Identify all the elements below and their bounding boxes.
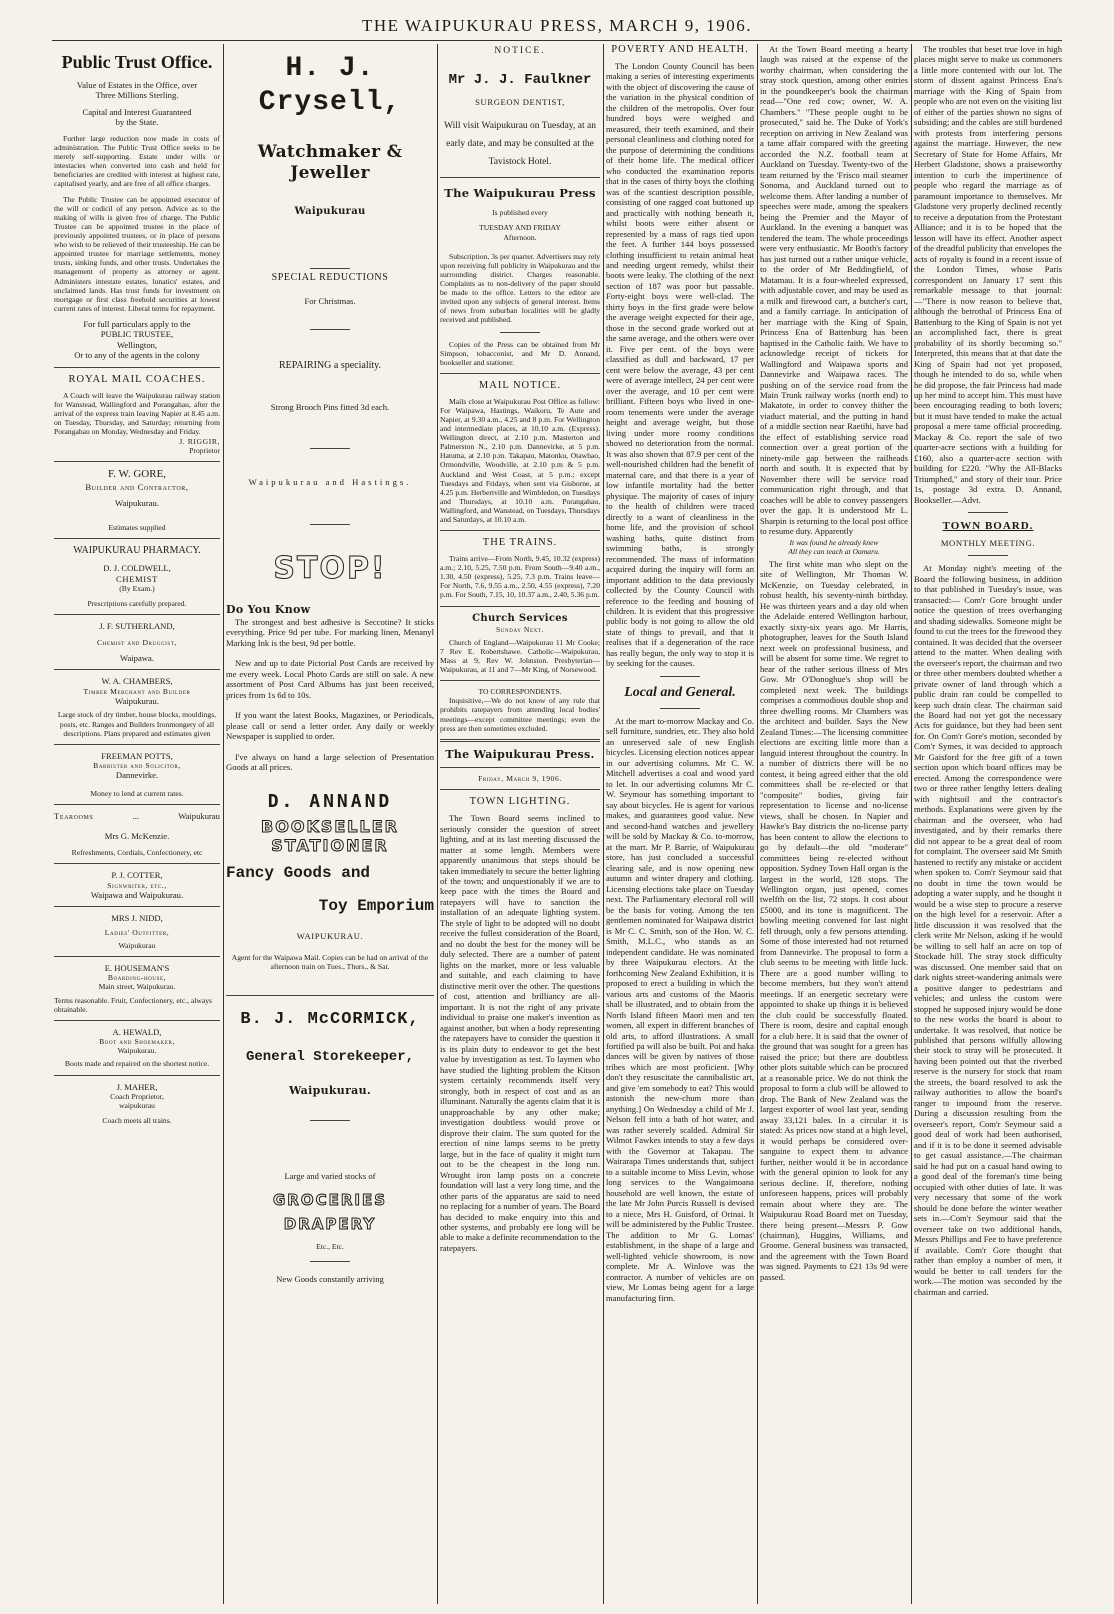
maher-place: waipukurau [119, 1101, 155, 1111]
chambers-trade: Timber Merchant and Builder [83, 686, 191, 696]
verse-line-1: It was found he already knew [789, 537, 879, 547]
divider [54, 906, 220, 907]
subscription-body: Subscription, 3s per quarter. Advertisers may rely upon receiving full publicity in Waipukurau and the surrounding district. Charges reasonable. Complaints as to non-delivery of the paper should be made to the office. Letters to the editor are invited upon any subjects of general interest. Items of news from suburban localities will be gladly received and published. [440, 251, 600, 325]
press-title: The Waipukurau Press [444, 186, 596, 201]
town-board-sub: MONTHLY MEETING. [940, 537, 1036, 548]
correspondents-body: Inquisitive,—We do not know of any rule that prohibits ratepayers from attending local bodies' meetings—except committee meetings; even the press are then sometimes excluded. [440, 696, 600, 733]
divider [440, 789, 600, 790]
tearooms-label: Tearooms [54, 811, 94, 821]
divider [440, 373, 600, 374]
masthead-rule [52, 40, 1062, 41]
etc-line: Etc., Etc. [316, 1241, 344, 1251]
trains-body: Trains arrive—From North, 9.45, 10.32 (express) a.m.; 2.10, 5.25, 7.50 p.m. From South—9.40 a.m., 1.30, 4.50 (express), 5.25, 7.3 p.m. Trains leave—For North, 7.6, 9.55 a.m., 2.50, 4.55 (express), 7.20 p.m. For South, 7.15, 10, 10.37 a.m., 2.40, 5.36 p.m. [440, 553, 600, 600]
postcards-body: New and up to date Pictorial Post Cards are received by me every week. Local Photo Cards are still on sale. A new assortment of Post Card Albums has just been received, prices from 1s 6d to 10s. [226, 658, 434, 700]
groceries-word: GROCERIES [272, 1191, 388, 1210]
divider [310, 1120, 350, 1121]
dentist-line: SURGEON DENTIST, [475, 96, 565, 107]
col5-body-1: At the Town Board meeting a hearty laugh was raised at the expense of the worthy chairman, when considering the stray stock question, among other entries in the poundkeeper's book the chairman read—"One red cow; owner, W. A. Chambers." "These people ought to be prosecuted," said he. The Duke of York's reception on arriving in New Zealand was a tame affair compared with the greeting accorded the N.Z. football team at Auckland on Tuesday. Twenty-two of the team returned by the 'Frisco mail steamer Sonoma, and Auckland turned out to welcome them. After landing a number of speeches were made, among the speakers being the Premier and the Mayor of Auckland. In the evening a banquet was tendered the team. The whole proceedings were very enthusiastic. Mr Booth's factory has just turned out a rather unique vehicle, to the order of Mr Beddingfield, of Matamau. It is a four-wheeled expressed, with adjustable cover, and may be used as a milk and firewood cart, a butcher's cart, and a family carriage. In anticipation of her marriage with the King of Spain, Princess Ena of Battenburg has been baptised in the Catholic faith. We have to acknowledge receipt of tickets for Wallingford and Waipawa sports and Dannevirke and Waipawa races. The pushing on of the service road from the Main Trunk railway works (north end) to Makatote, in order to convey thither the viaduct material, and the putting in hand of a middle section near Raetihi, have had the effect of establishing service road connection over a great portion of the ninety-mile gap between the railheads north and south. It is expected that by November there will be service road communication right through, and that coaches will be able to convey passengers over the gap. It is understood Mr L. Sharpin is returning to the local post office to resume duty. Apparently [760, 44, 908, 537]
pharmacy-exam: (By Exam.) [119, 584, 155, 594]
maher-name: J. MAHER, [116, 1081, 158, 1092]
maher-trade: Coach Proprietor, [110, 1092, 164, 1102]
local-general-body: At the mart to-morrow Mackay and Co. sell furniture, sundries, etc. They also hold an unreserved sale of new English bicycles. Licensing election notices appear in our advertising columns. Mr C. W. Mitchell advertises a coal and wood yard to let. In our advertising columns Mr C. W. Seymour has something important to say about bicycles. He is agent for various makes, and guarantees good value. New and second-hand watches and jewellery will be sold by Mackay & Co. to-morrow, at the mart. Mr P. Barrie, of Waipukurau store, has just concluded a successful clearing sale, and is now opening new autumn and winter drapery and clothing. Licensing elections take place on Tuesday next. The Parliamentary electoral roll will be the basis for voting. Among the ten gentlemen nominated for Waipawa district is Mr C. C. Smith, son of the Hon. W. C. Smith, M.L.C., who stands as an independent candidate. He was nominated by three Waipukurau electors. At the forthcoming New Zealand Exhibition, it is proposed to erect a building in which the various arts and customs of the Maoris shall be illustrated, and to obtain from the North Island fifteen Maori men and ten women, all expert in different branches of old arts, to afford illustrations. A small fortified pa will also be built. Poi and haka dances will be given by natives of those tribes which are most proficient. [Why don't they resuscitate the cannibalistic art, and give 'em somebody to eat? This would astonish the new-chum more than anything.] On Wednesday a child of Mr J. Nelson fell into a bath of hot water, and was rather severely scalded. Admiral Sir Wilmot Fawkes intends to stay a few days with the Governor at Takapau. The Wairarapa Times understands that, subject to a suitable income to Miss Levin, whose long services to the Wangaimoana household are well known, the estate of the late Mr John Purcis Russell is devised to a niece, Mrs H. Guisford, of Orinai. It will be administered by the Public Trustee. The addition to Mr G. Lomas' establishment, in the shape of a large and well-lighted vehicle showroom, is now complete. Mr A. Winlove was the contractor. A number of vehicles are on view, Mr Lomas being agent for a large manufacturing firm. [606, 715, 754, 1303]
hewald-place: Waipukurau. [117, 1046, 157, 1056]
mccormick-place: Waipukurau. [288, 1084, 372, 1098]
agents-line: Or to any of the agents in the colony [74, 350, 200, 361]
coach-title: ROYAL MAIL COACHES. [68, 373, 206, 385]
masthead: THE WAIPUKURAU PRESS, MARCH 9, 1906. [362, 16, 752, 35]
gore-trade: Builder and Contractor, [85, 481, 189, 492]
houseman-body: Terms reasonable. Fruit, Confectionery, etc., always obtainable. [54, 995, 212, 1014]
mail-notice-title: MAIL NOTICE. [478, 379, 562, 391]
potts-note: Money to lend at current rates. [90, 788, 184, 798]
brooch-pins: Strong Brooch Pins fitted 3d each. [270, 401, 390, 412]
issue-date: Friday, March 9, 1906. [478, 774, 562, 784]
crysell-place: Waipukurau [294, 205, 366, 217]
new-goods: New Goods constantly arriving [276, 1273, 384, 1284]
nidd-place: Waipukurau [118, 940, 156, 950]
divider [440, 530, 600, 531]
town-board-title: TOWN BOARD. [942, 520, 1034, 533]
houseman-name: E. HOUSEMAN'S [104, 962, 170, 973]
divider [500, 332, 540, 333]
divider [968, 512, 1008, 513]
hewald-name: A. HEWALD, [112, 1026, 162, 1037]
divider [310, 448, 350, 449]
column-rule [603, 44, 604, 1604]
repairing: REPAIRING a speciality. [278, 359, 382, 371]
potts-place: Dannevirke. [115, 770, 159, 781]
bookseller-word: BOOKSELLER [261, 816, 399, 836]
public-trust-title: Public Trust Office. [61, 52, 213, 72]
divider [440, 767, 600, 768]
divider [310, 329, 350, 330]
published-line-3: Afternoon. [503, 232, 537, 242]
chambers-body: Large stock of dry timber, house blocks, mouldings, posts, etc. Ranges and Builders Ironmongery of all descriptions. Plans prepared and estimates given [57, 710, 217, 738]
do-you-know: Do You Know [226, 603, 311, 617]
nidd-name: MRS J. NIDD, [111, 913, 163, 924]
column-2 [226, 44, 434, 1604]
crysell-name: H. J. Crysell, [258, 53, 402, 119]
mckenzie-body: Refreshments, Cordials, Confectionery, etc [71, 847, 203, 857]
chambers-place: Waipukurau. [115, 696, 159, 706]
agent-note: Agent for the Waipawa Mail. Copies can be had on arrival of the afternoon train on Tues., Thurs., & Sat. [231, 953, 429, 972]
column-1 [54, 44, 220, 1604]
divider [310, 1261, 350, 1262]
correspondents-title: TO CORRESPONDENTS. [478, 687, 562, 697]
toy-emporium: Toy Emporium [318, 897, 434, 916]
crysell-trade: Watchmaker & Jeweller [257, 142, 403, 184]
general-storekeeper: General Storekeeper, [245, 1049, 415, 1066]
divider [440, 680, 600, 681]
column-6 [914, 44, 1062, 1604]
trains-title: THE TRAINS. [482, 537, 558, 549]
divider [440, 739, 600, 742]
church-sub: Sunday Next. [495, 624, 545, 634]
divider [310, 524, 350, 525]
divider [968, 555, 1008, 556]
divider [54, 538, 220, 539]
particulars-line: For full particulars apply to the [83, 318, 191, 329]
column-rule [757, 44, 758, 1604]
cotter-name: P. J. COTTER, [111, 870, 163, 881]
pharmacy-trade: CHEMIST [116, 573, 158, 584]
divider [54, 956, 220, 957]
local-general-title: Local and General. [624, 684, 736, 700]
sutherland-trade: Chemist and Druggist, [97, 637, 177, 647]
cotter-place: Waipawa and Waipukurau. [90, 889, 184, 900]
stationer-word: STATIONER [271, 836, 389, 856]
pharmacy-name: D. J. COLDWELL, [103, 563, 171, 574]
divider [54, 804, 220, 805]
coach-role: Proprietor [189, 446, 220, 456]
poverty-body: The London County Council has been making a series of interesting experiments with the object of discovering the cause of the variation in the physical condition of the children of the metropolis. Over four hundred boys were weighed and measured, their teeth examined, and their personal cleanliness and clothing noted for the purpose of determining the conditions of their home life. The medical officer who conducted the examination reports that in the cases of thirty boys the clothing was of the scantiest description possible, consisting of one ragged coat buttoned up and practically with nothing beneath it, whilst boots were either absent or represented by a mass of rags tied upon the feet. A further 144 boys possessed clothing insufficient to retain animal heat and needing urgent remedy, whilst their boots were leaky. The clothing of the next section of 187 was poor but passable. Forty-eight boys were well-clad. The thirty boys in the first grade were below the average weight expected for their age, those in the second grade worked out at the same average, and the others were over it. Five per cent. of the boys were classified as dull and backward, 17 per cent were below the average, 43 per cent were of average intellect, 24 per cent were over the average, and 10 per cent were brilliant. Fifteen boys who lived in one-room tenements were under the average height and average weight, but those living under more roomy conditions showed no deterioration from the normal. It was also shown that 87.9 per cent of the well-nourished children had the benefit of maternal care, and that there is a year of low infantile mortality had the better physique. The majority of cases of injury to the health of children were traced directly to a want of cleanliness in the home life, and the provision of school washing baths, quite distinct from swimming baths, is strongly recommended. The mass of information acquired during the inquiry will form an important addition to the data previously collected by the County Council with reference to the feeding and housing of children. It is evident that this progressive public body is not going to allow the old state of things to prevail, and that it realises that if a degeneration of the race has really begun, the only way to stop it is by seeking for the causes. [606, 60, 754, 669]
town-lighting-body: The Town Board seems inclined to seriously consider the question of street lighting, and at its last meeting discussed the matter at some length. Members were apparently unanimous that steps should be taken immediately to secure the better lighting of the town; and unquestionably if we are to keep pace with the times the Board and ratepayers will have to sanction the installation of an adequate lighting system. The style of light to be adopted will no doubt receive the fullest consideration of the Board, and no doubt the best for the money will be duly selected. There are a number of patent lights on the market, more or less valuable and suitable, and each claiming to have distinctive merit over the other. The questions of cost, attention and brilliancy are all-important. It is not the right of any private individual to praise one maker's invention as against another, but when a body representing the ratepayers have to consider the question it is its plain duty to endeavor to get the best value by investigation as test. To laymen who have studied the lighting problem the Kitson system certainly recommends itself very strongly, both in respect of cost and as an illuminant. Naturally the agents claim that it is unapproachable by any other make; investigation doubtless would prove or disprove their claim. The sum quoted for the erection of nine lamps seems to be pretty large, but in the face of quality it might turn out to be the cheapest in the long run. Wrought iron lamp posts on a concrete foundation will last a very long time, and the other parts of the apparatus are said to need no replacing for a number of years. The Board has decided to make enquiry into this and other systems, and probably ere long will be able to make a definite recommendation to the ratepayers. [440, 813, 600, 1253]
coach-body: A Coach will leave the Waipukurau railway station for Wanstead, Wallingford and Porangahau, after the arrival of the express train leaving Napier at 8.45 a.m. on Tuesday, Thursday, and Saturday; returning from Porangahau on Monday, Wednesday and Friday. [54, 390, 220, 437]
tearooms-dots: ... [132, 811, 140, 821]
column-rule [223, 44, 224, 1604]
poverty-title: POVERTY AND HEALTH. [611, 44, 749, 55]
presentation-body: I've always on hand a large selection of Presentation Goods at all prices. [226, 751, 434, 773]
town-board-body: At Monday night's meeting of the Board the following business, in addition to that published in Tuesday's issue, was transacted:— Com'r Gore brought under notice the question of trees overhanging and shading sidewalks. Someone might be found to cut the trees for the firewood they contained. It was decided that the overseer attend to the matter. When dealing with the overseer's report, the chairman and two or three other members doubted whether a private owner of land through which a public drain ran could be compelled to keep such drain clear. The chairman said the Board had not yet got the necessary Acts for guidance, but they had been sent for. On Com'r Gore's motion, seconded by Com'r Symes, it was decided to approach Mr Gaisford for the free gift of a town section upon which board offices may be erected. Among the correspondence were two or three rather lengthy letters dealing with nightsoil and the contractor's methods. Explanations were given by the chairman and the overseer, who had investigated, and by their remarks there did not appear to be a great deal of room for complaint. The overseer said Mr Smith hastened to rectify any mistake or accident when spoken to. Com'r Seymour said that no doubt in time the town would be adopting a water supply, and he thought it would be a wise step to procure a reserve on the high level for a reservoir. After a little discussion it was resolved that the clerk write Mr Nelson, asking if he would be willing to sell half an acre on top of Stockade hill. The stray stock difficulty was discussed. One member said that on dark nights street-wandering animals were a positive danger to pedestrians and vehicles; and unless the custom were stopped he supposed injury would be done to the new works the board is about to undertake. It was resolved, that notice be published that persons wilfully allowing their stock to stray will be prosecuted. It having been pointed out that the riverbed reserve is the nursery for stock that roam the streets, the board resolved to ask the railway authorities to allow the board's ranger to impound from the reserve. During a discussion resulting from the overseer's report, Com'r Seymour said a good deal of work had been authorised, and if it is to be done it seemed advisable to get casual assistance.—The chairman said he had put on a casual hand owing to a good deal of the foreman's time being occupied with other duties of late. It was very necessary that some of the work should be done before the winter weather sets in.—Com'r Seymour said that the overseer take on two additional hands, Messrs Phillips and Fee to have preference if available. Com'r Gore thought that rather than employ a number of men, it would be better to call tenders for the work.—The motion was seconded by the chairman and carried. [914, 563, 1062, 1297]
divider [54, 614, 220, 615]
magazines-body: If you want the latest Books, Magazines, or Periodicals, please call or send a letter order. Any daily or weekly Newspaper is supplied to order. [226, 710, 434, 742]
towns-line: Waipukurau and Hastings. [248, 477, 412, 488]
divider [54, 863, 220, 864]
copies-body: Copies of the Press can be obtained from Mr Simpson, tobacconist, and Mr D. Annand, bookseller and stationer. [440, 339, 600, 367]
potts-name: FREEMAN POTTS, [101, 750, 173, 761]
published-line-1: Is published every [492, 208, 548, 218]
annand-place: WAIPUKURAU. [296, 930, 364, 941]
fancy-goods: Fancy Goods and [226, 863, 371, 882]
tearooms-place: Waipukurau [178, 811, 220, 821]
mckenzie-name: Mrs G. McKenzie. [104, 831, 170, 842]
town-lighting-title: TOWN LIGHTING. [469, 796, 571, 808]
chambers-name: W. A. CHAMBERS, [101, 676, 173, 687]
divider [54, 1020, 220, 1021]
divider [440, 177, 600, 178]
potts-trade: Barrister and Solicitor, [93, 761, 181, 771]
church-title: Church Services [472, 612, 568, 624]
divider [54, 461, 220, 462]
pharmacy-title: WAIPUKURAU PHARMACY. [73, 544, 201, 556]
millions-line: Three Millions Sterling. [95, 90, 179, 101]
sutherland-name: J. F. SUTHERLAND, [99, 621, 175, 632]
stop-heading: STOP! [273, 550, 387, 586]
gore-estimates: Estimates supplied [108, 522, 166, 532]
divider [660, 676, 700, 677]
gore-place: Waipukurau. [115, 498, 159, 509]
mail-notice-body: Mails close at Waipukurau Post Office as follow: For Waipawa, Hastings, Waikoru, Te Aute and Napier, at 9.30 a.m., 4.25 and 8 p.m. For Wellington and intermediate places, at 10.10 a.m. (Express). Wellington direct, at 2.10 p.m. Masterton and Palmerston N., 2.10 p.m. Dannevirke, at 5 p.m. Hatuma, at 2.10 p.m. Takapau, Matonku, Otawhao, Ormondville, Woodville, at 2.10 p.m & 5 p.m. Auckland and West Coast, at 5 p.m.; except Tuesdays and Fridays, when sent via Gisborne, at 4.25 p.m. Herbertville and Wimbledon, on Tuesdays and Thursdays, at 10.10 a.m. Porangahau, Wallingford, and Wanstead, on Tuesdays, Thursdays and Saturdays, at 10.10 a.m. [440, 396, 600, 525]
houseman-place: Main street, Waipukurau. [98, 982, 176, 992]
coach-sign: J. RIGGIR, [179, 437, 220, 447]
divider [226, 995, 434, 996]
hewald-trade: Boot and Shoemaker, [99, 1037, 175, 1047]
visit-body: Will visit Waipukurau on Tuesday, at an early date, and may be consulted at the Tavistock Hotel. [444, 121, 596, 168]
stocks-line: Large and varied stocks of [284, 1170, 376, 1181]
divider [660, 708, 700, 709]
wellington-line: Wellington, [116, 339, 158, 350]
column-rule [911, 44, 912, 1604]
published-line-2: TUESDAY AND FRIDAY [479, 223, 561, 233]
divider [310, 268, 350, 269]
hewald-body: Boots made and repaired on the shortest notice. [64, 1059, 210, 1069]
special-reductions: SPECIAL REDUCTIONS [271, 271, 389, 283]
divider [54, 1075, 220, 1076]
divider [54, 669, 220, 670]
verse-line-2: All they can teach at Oamaru. [788, 546, 880, 556]
trust-para-2: The Public Trustee can be appointed executor of the will or codicil of any person. Advice as to the making of wills is given free of charge. The Public Trustee can be appointed trustee in the place of previously appointed trustees, or in place of persons who wish to be relieved of their trusteeship. He can be appointed trustee for marriage settlements, money trusts, sinking funds, and other trusts. Undertakes the management of property as attorney or agent. Administers intestate estates, lunatics' estates, and unclaimed lands. Has trust funds for investment on mortgage or first class freehold securities at lowest current rates of interest. Liberal terms for repayment. [54, 194, 220, 313]
for-christmas: For Christmas. [304, 296, 356, 307]
divider [54, 744, 220, 745]
notice-heading: NOTICE. [494, 46, 546, 56]
faulkner-name: Mr J. J. Faulkner [448, 71, 592, 88]
cotter-trade: Signwriter, etc., [107, 880, 167, 890]
column-3 [440, 44, 600, 1604]
gore-name: F. W. GORE, [107, 468, 167, 481]
estates-line: Value of Estates in the Office, over [76, 79, 198, 90]
pharmacy-note: Prescriptions carefully prepared. [87, 599, 187, 609]
column-4 [606, 44, 754, 1604]
state-line: by the State. [115, 117, 159, 128]
nidd-trade: Ladies' Outfitter, [104, 927, 170, 937]
annand-name: D. ANNAND [267, 790, 393, 812]
houseman-trade: Boarding-house, [107, 973, 167, 983]
column-rule [437, 44, 438, 1604]
column-5 [760, 44, 908, 1604]
press-title-2: The Waipukurau Press. [445, 747, 595, 761]
trust-para-1: Further large reduction now made in costs of administration. The Public Trust Office seeks to be merely self-supporting. Estate under wills or intestacies when converted into cash and held for beneficiaries are credited with interest at highest rate, capitalised yearly, and are free of all office charges. [54, 133, 220, 189]
church-body: Church of England—Waipukurau 11 Mr Cooke; 7 Rev E. Robertshawe. Catholic—Waipukurau, Mass at 9, Rev W. Johnston. Presbyterian—Waipukurau, at 11 and 7—Mr King, of Norsewood. [440, 637, 600, 675]
col6-body-1: The troubles that beset true love in high places might serve to make us commoners a little more contented with our lot. The storm of dissent against Princess Ena's marriage with the King of Spain from people who are not even on the visiting list of either of the parties shown no signs of subsiding; and the cables are still burdened with protests from interfering persons against the marriage. However, the new Secretary of State for Home Affairs, Mr Herbert Gladstone, shows a praiseworthy intention to curb the impertinence of people who regard the marriage as of paramount importance to themselves. Mr Gladstone very properly declined recently to receive a deputation from the Protestant Alliance; and it is to be hoped that the lesson will have its effect. Another aspect of the dreadful publicity that envelopes the acts of royalty is found in a recent issue of the London Times, whose Paris correspondent on January 17 sent this remarkable message to that journal:—"There is now reason to believe that, although the betrothal of Princess Ena of Battenburg to the King of Spain is not yet an accomplished fact, there is great probability of its shortly becoming so." Interpreted, this means that at that date the King of Spain had not yet proposed, though he intended to do so, while when he did propose, the fair Princess had made up her mind to accept him. This must have been encouraging reading to both lovers; but it must have tended to make the actual proposal a mere tame official proceeding. Mackay & Co. report the sale of two quarter-acre sections with a building for £160, also a quarter-acre section with building for £220. "Why the All-Blacks Triumphed," and story of their tour. Price 1s, postage 3d extra. D. Annand, Bookseller.—Advt. [914, 44, 1062, 505]
mccormick-name: B. J. McCORMICK, [240, 1010, 420, 1030]
maher-note: Coach meets all trains. [102, 1116, 172, 1126]
col5-body-2: The first white man who slept on the site of Wellington, Mr Thomas W. McKenzie, on Tuesday celebrated, in robust health, his seventy-ninth birthday. He was thirteen years and a day old when the Adelaide entered Wellington harbour, exactly sixty-six years ago. Mr Harris, photographer, leaves for the South Island next week on professional business, and will be absent for some time. We regret to hear of the rather serious illness of Mrs Gow. Mr O'Donoghue's shop will be completed next week. The buildings comprises a commodious double shop and three dwelling rooms. Mr Chambers was the architect and builder. Says the New Zealand Times:—The licensing committee elections are exciting little more than a languid interest throughout the country. In a number of districts there will be no contest, it being agreed either that the old committees shall be re-elected or that "composite" bodies, giving fair representation to license and no-license views, shall be chosen. In Napier and Hawke's Bay districts the no-license party has been content to allow the elections to go by default—the old "moderate" committees being re-elected without opposition. Sydney Town Hall organ is the largest in the world, 128 stops. The Wellington organ, just opened, comes twelfth on the list, 72 stops. It cost about £5000, and its tone is magnificent. The bowling meeting convened for last night fell through, only a few persons attending. Some of those interested had not returned from Dannevirke. The proposal to form a club seems to be meeting with little luck. There are a good number willing to become members, but they won't attend meetings. If an energetic secretary were appointed to shake up things it is believed the club could be successfully floated. There is room, desire and capital enough for a club here. It is said that the owner of the ground that was sought for a green has raised the price; but there are doubtless other plots suitable which can be procured at a reasonable price. We do not think the proposal to form a club will be allowed to drop. The Bank of New Zealand was the largest exporter of wool last year, sending away 33,121 bales. In a circular it is stated: As prices now stand at a high level, it would perhaps be considered over-sanguine to expect them to advance further, neither would it be in accordance with the general opinion to look for any serious decline. If, therefore, nothing unforeseen happens, prices will probably remain about where they are. The Waipukurau Road Board met on Tuesday, there being present—Messrs P. Gow (chairman), Huggins, Williams, and Groome. General business was transacted, and the agreement with the Town Board was signed. Payments to £21 13s 9d were passed. [760, 558, 908, 1282]
capital-line: Capital and Interest Guaranteed [82, 106, 192, 117]
sutherland-place: Waipawa. [120, 652, 154, 663]
tearooms-line [54, 811, 220, 821]
drapery-word: DRAPERY [283, 1215, 377, 1234]
divider [54, 367, 220, 368]
know-body: The strongest and best adhesive is Seccotine? It sticks everything. Price 9d per tube. For marking linen, Menanyl Marking Ink is the best, 9d per bottle. [226, 616, 434, 648]
divider [440, 606, 600, 607]
public-trustee: PUBLIC TRUSTEE, [100, 329, 174, 340]
